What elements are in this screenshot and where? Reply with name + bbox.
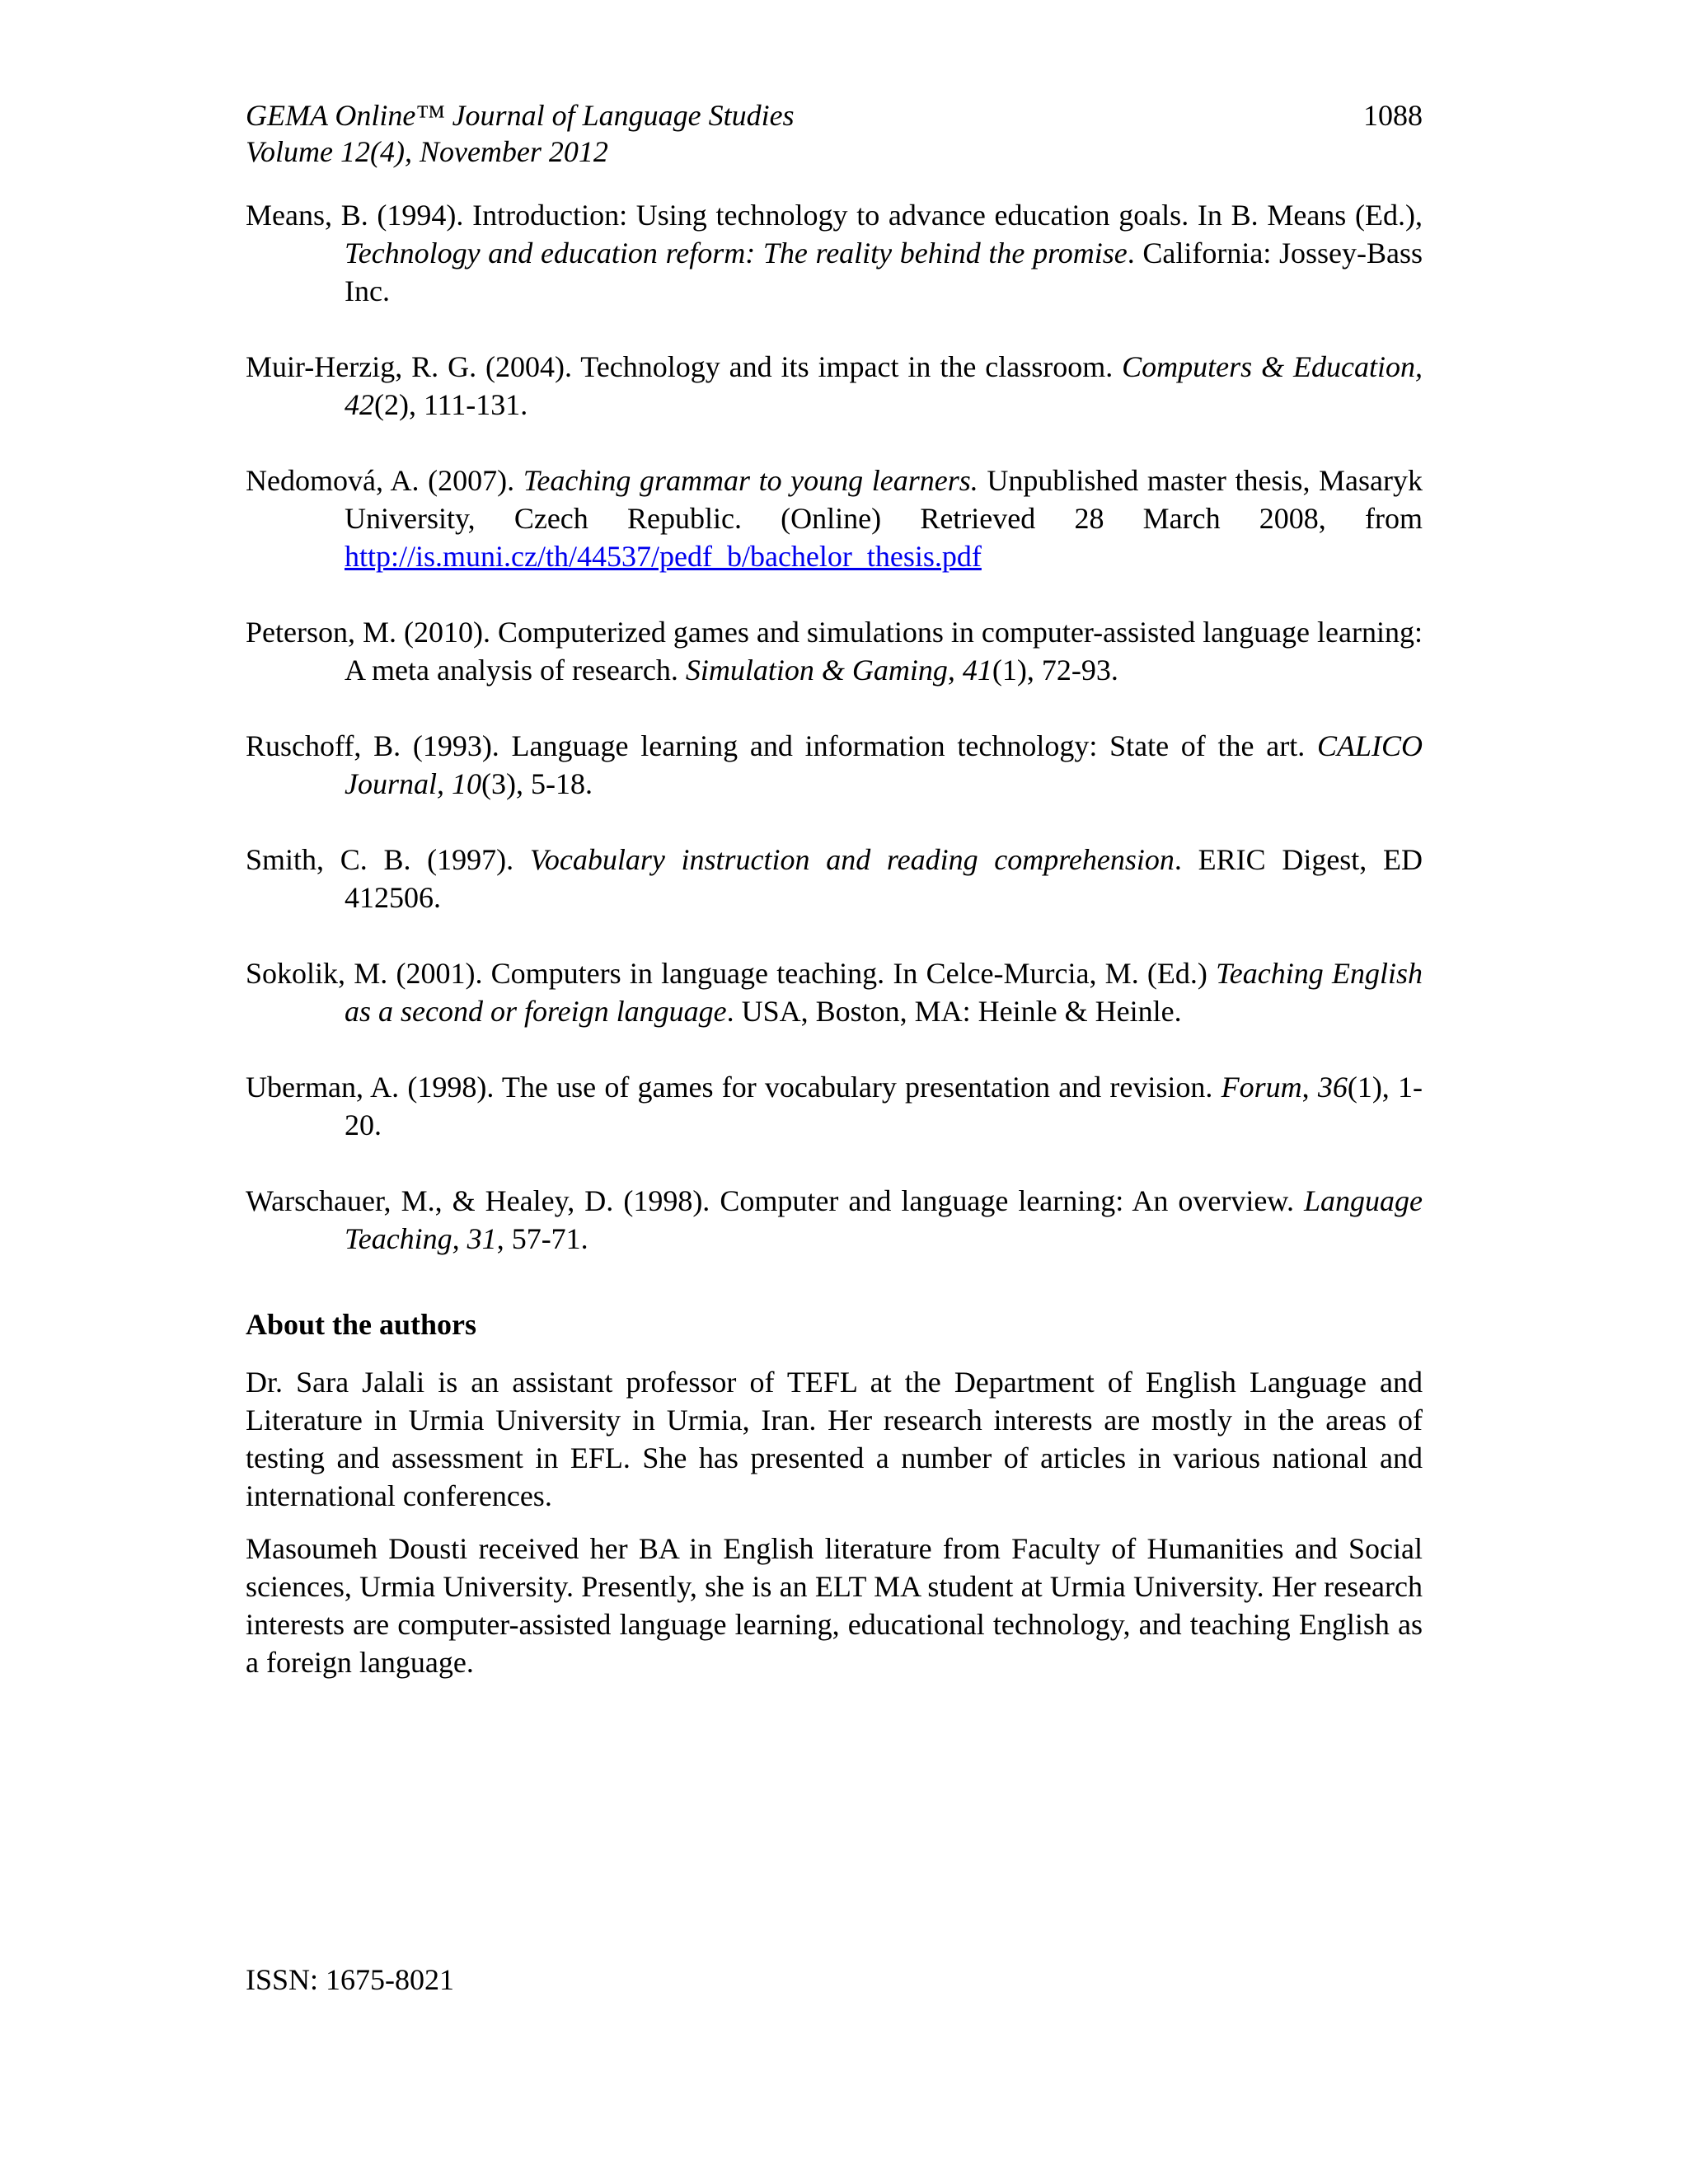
page-number: 1088 <box>1363 99 1423 132</box>
journal-title: GEMA Online™ Journal of Language Studies <box>246 99 795 132</box>
author-bio-dousti: Masoumeh Dousti received her BA in English literature from Faculty of Humanities and Social sciences, Urmia University. Presently, she is an ELT MA student at Urmia University. Her research interests are computer-assisted language learning, educational technology, and teaching English as a foreign language. <box>246 1532 1423 1679</box>
reference-entry: Smith, C. B. (1997). Vocabulary instruction and reading comprehension. ERIC Digest, ED 412506. <box>246 843 1423 914</box>
issn-footer: ISSN: 1675-8021 <box>246 1963 455 1996</box>
reference-entry: Sokolik, M. (2001). Computers in language teaching. In Celce-Murcia, M. (Ed.) Teaching English as a second or foreign language. USA, Boston, MA: Heinle & Heinle. <box>246 957 1423 1028</box>
thesis-link[interactable]: http://is.muni.cz/th/44537/pedf_b/bachelor_thesis.pdf <box>345 540 982 573</box>
reference-entry: Uberman, A. (1998). The use of games for vocabulary presentation and revision. Forum, 36(1), 1-20. <box>246 1071 1423 1141</box>
reference-list <box>246 196 1423 1258</box>
reference-entry: Muir-Herzig, R. G. (2004). Technology and its impact in the classroom. Computers & Education, 42(2), 111-131. <box>246 350 1423 421</box>
reference-entry: Means, B. (1994). Introduction: Using technology to advance education goals. In B. Means (Ed.), Technology and education reform: The reality behind the promise. California: Jossey-Bass Inc. <box>246 199 1423 307</box>
about-authors-heading: About the authors <box>246 1308 477 1341</box>
reference-entry: Warschauer, M., & Healey, D. (1998). Computer and language learning: An overview. Language Teaching, 31, 57-71. <box>246 1184 1423 1255</box>
author-bio-jalali: Dr. Sara Jalali is an assistant professor of TEFL at the Department of English Language and Literature in Urmia University in Urmia, Iran. Her research interests are mostly in the areas of testing and assessment in EFL. She has presented a number of articles in various national and international conferences. <box>246 1366 1423 1512</box>
volume-info: Volume 12(4), November 2012 <box>246 135 608 168</box>
reference-entry: Ruschoff, B. (1993). Language learning and information technology: State of the art. CALICO Journal, 10(3), 5-18. <box>246 729 1423 800</box>
reference-entry: Nedomová, A. (2007). Teaching grammar to young learners. Unpublished master thesis, Masaryk University, Czech Republic. (Online) Retrieved 28 March 2008, from http://is.muni.cz/th/44537/pedf_b/bachelor_thesis.pdf <box>246 464 1423 573</box>
main-content <box>246 196 1423 1696</box>
reference-entry: Peterson, M. (2010). Computerized games and simulations in computer-assisted language learning: A meta analysis of research. Simulation & Gaming, 41(1), 72-93. <box>246 616 1423 687</box>
running-header <box>246 97 1423 170</box>
